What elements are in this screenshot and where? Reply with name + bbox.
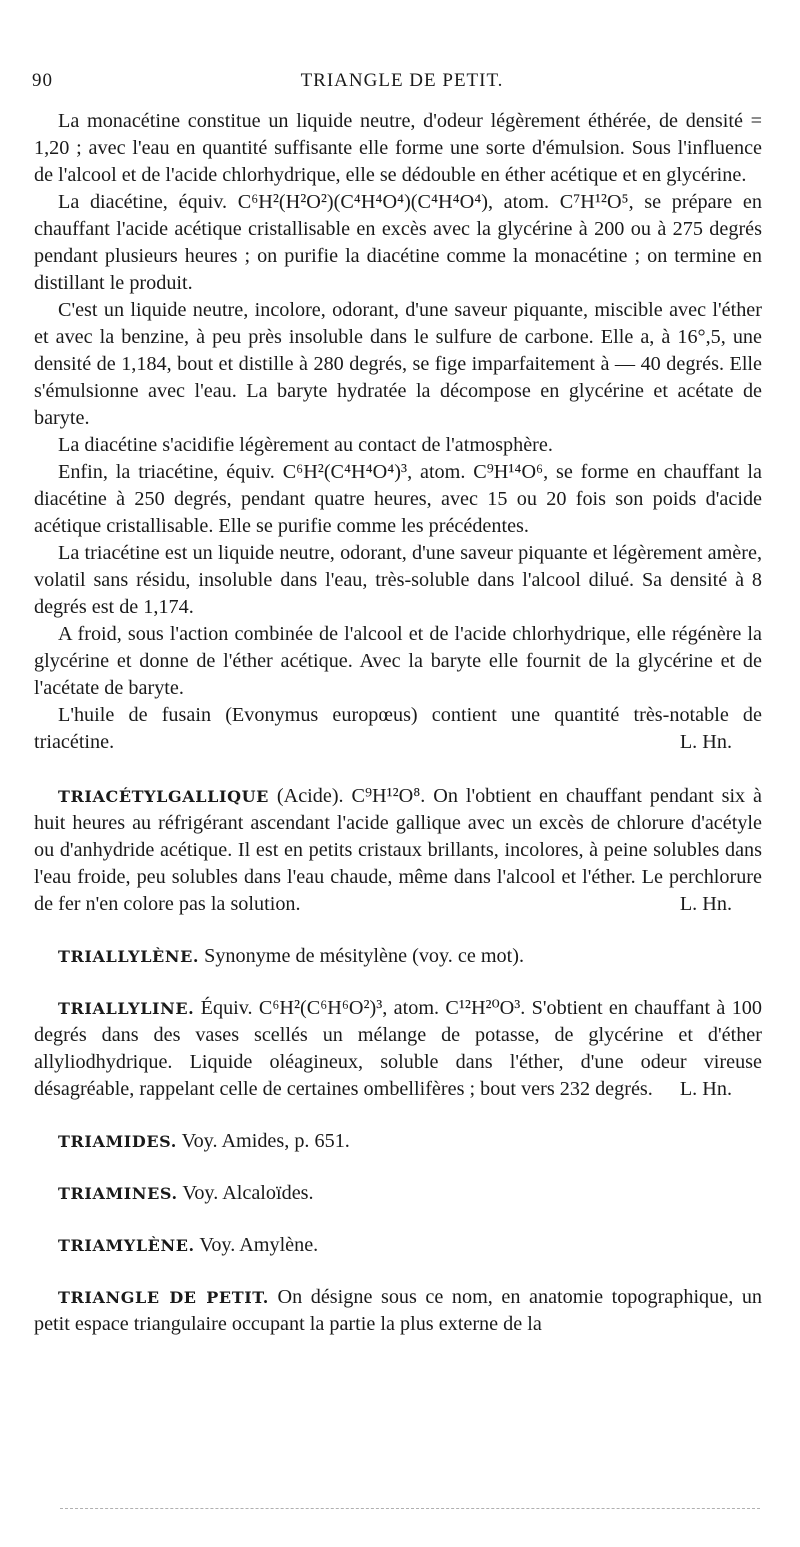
entry-triamides — [34, 1128, 762, 1155]
author-signature: L. Hn. — [679, 1078, 732, 1100]
entry-headword: TRIAMINES. — [58, 1184, 178, 1203]
body-text — [34, 108, 762, 1338]
entry-triamylene — [34, 1232, 762, 1259]
paragraph-triacetine: Enfin, la triacétine, équiv. C⁶H²(C⁴H⁴O⁴)³, atom. C⁹H¹⁴O⁶, se forme en chauffant la diacétine à 250 degrés, pendant quatre heures, avec 15 ou 20 fois son poids d'acide acétique cristallisable. Elle se purifie comme les précédentes. — [34, 461, 762, 537]
entry-triamines — [34, 1180, 762, 1207]
paragraph-fusain-oil-text: L'huile de fusain (Evonymus europœus) contient une quantité très-notable de triacétine. — [34, 704, 762, 753]
author-signature: L. Hn. — [679, 893, 732, 915]
entry-triallylene — [34, 943, 762, 970]
paragraph-monacetine: La monacétine constitue un liquide neutre, d'odeur légèrement éthérée, de densité = 1,20 ; avec l'eau en quantité suffisante elle forme une sorte d'émulsion. Sous l'influence de l'alcool et de l'acide chlorhydrique, elle se dédouble en éther acétique et en glycérine. — [34, 110, 762, 186]
paragraph-diacetine-acidification: La diacétine s'acidifie légèrement au contact de l'atmosphère. — [58, 434, 553, 456]
entry-headword: TRIACÉTYLGALLIQUE — [58, 787, 269, 806]
paragraph-triacetine-reactions: A froid, sous l'action combinée de l'alcool et de l'acide chlorhydrique, elle régénère la glycérine et donne de l'éther acétique. Avec la baryte elle fournit de la glycérine et de l'acétate de baryte. — [34, 623, 762, 699]
entry-text: Voy. Alcaloïdes. — [182, 1182, 314, 1204]
page-number: 90 — [32, 70, 53, 91]
entry-text: (Acide). C⁹H¹²O⁸. On l'obtient en chauffant pendant six à huit heures au réfrigérant ascendant l'acide gallique avec un excès de chlorure d'acétyle ou d'anhydride acétique. Il est en petits cristaux brillants, incolores, à peine solubles dans l'eau froide, peu solubles dans l'eau chaude, même dans l'alcool et l'éther. Le perchlorure de fer n'en colore pas la solution. — [34, 785, 763, 915]
entry-headword: TRIAMYLÈNE. — [58, 1236, 195, 1255]
entry-text: Voy. Amylène. — [199, 1234, 319, 1256]
entry-text: Synonyme de mésitylène (voy. ce mot). — [204, 945, 525, 967]
entry-headword: TRIALLYLINE. — [58, 999, 195, 1018]
entry-text: Voy. Amides, p. 651. — [181, 1130, 350, 1152]
author-signature: L. Hn. — [679, 731, 732, 753]
paragraph-fusain-oil — [34, 702, 762, 756]
paragraph-diacetine: La diacétine, équiv. C⁶H²(H²O²)(C⁴H⁴O⁴)(C⁴H⁴O⁴), atom. C⁷H¹²O⁵, se prépare en chauffant l'acide acétique cristallisable en excès avec la glycérine à 200 ou à 275 degrés pendant plusieurs heures ; on purifie la diacétine comme la monacétine ; on termine en distillant le produit. — [34, 191, 762, 294]
paragraph-diacetine-properties: C'est un liquide neutre, incolore, odorant, d'une saveur piquante, miscible avec l'éther et avec la benzine, à peu près insoluble dans le sulfure de carbone. Elle a, à 16°,5, une densité de 1,184, bout et distille à 280 degrés, se fige imparfaitement à — 40 degrés. Elle s'émulsionne avec l'eau. La baryte hydratée la décompose en glycérine et acétate de baryte. — [34, 299, 762, 429]
entry-triangle-de-petit — [34, 1284, 762, 1338]
entry-headword: TRIANGLE DE PETIT. — [58, 1288, 269, 1307]
entry-triacetylgallique — [34, 783, 762, 918]
entry-text: On désigne sous ce nom, en anatomie topographique, un petit espace triangulaire occupant la partie la plus externe de la — [34, 1286, 763, 1335]
running-title: TRIANGLE DE PETIT. — [300, 70, 504, 91]
entry-triallyline — [34, 995, 762, 1103]
paragraph-triacetine-properties: La triacétine est un liquide neutre, odorant, d'une saveur piquante et légèrement amère, volatil sans résidu, insoluble dans l'eau, très-soluble dans l'alcool dilué. Sa densité à 8 degrés est de 1,174. — [34, 542, 762, 618]
page-bottom-rule — [60, 1508, 760, 1509]
entry-text: Équiv. C⁶H²(C⁶H⁶O²)³, atom. C¹²H²⁰O³. S'obtient en chauffant à 100 degrés dans des vases scellés un mélange de potasse, de glycérine et d'éther allyliodhydrique. Liquide oléagineux, soluble dans l'éther, d'une odeur vireuse désagréable, rappelant celle de certaines ombellifères ; bout vers 232 degrés. — [34, 997, 762, 1100]
running-head — [32, 70, 772, 96]
entry-headword: TRIAMIDES. — [58, 1132, 177, 1151]
entry-headword: TRIALLYLÈNE. — [58, 947, 200, 966]
